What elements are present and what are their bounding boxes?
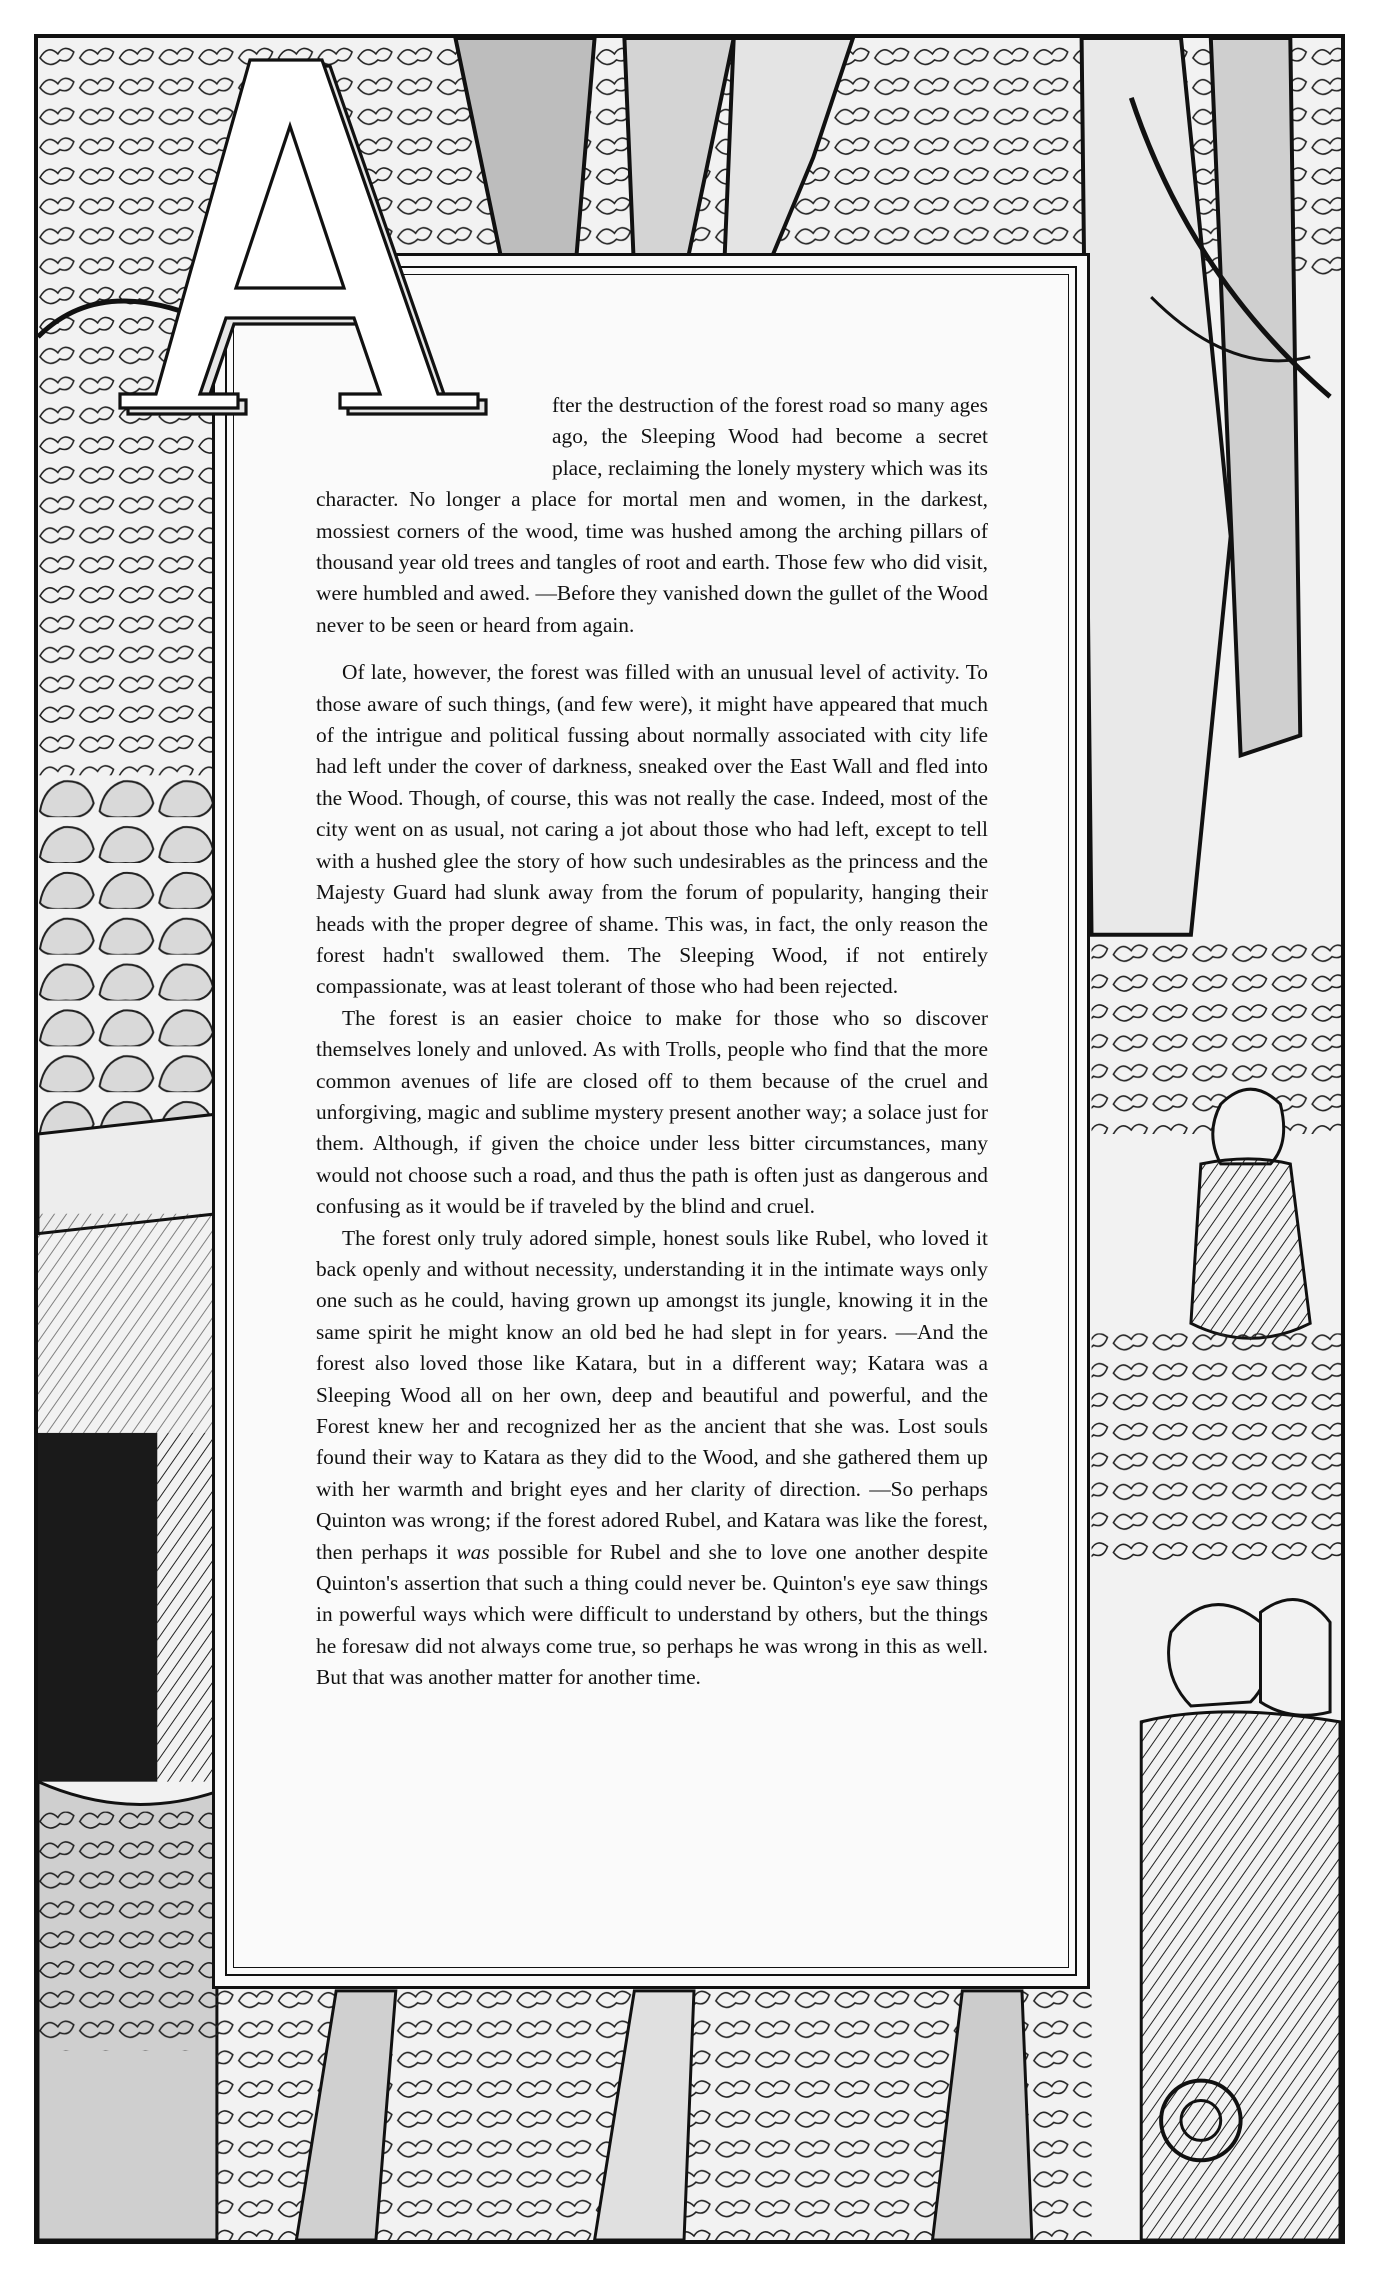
drop-cap <box>108 56 528 446</box>
story-text <box>316 390 988 1694</box>
paragraph-3: The forest is an easier choice to make for those who so discover themselves lonely and unloved. As with Trolls, people who find that the more common avenues of life are closed off to them because of the cruel and unforgiving, magic and sublime mystery present another way; a solace just for them. Although, if given the choice under less bitter circumstances, many would not choose such a road, and thus the path is often just as dangerous and confusing as it would be if traveled by the blind and cruel. <box>316 1005 988 1219</box>
paragraph-4: The forest only truly adored simple, honest souls like Rubel, who loved it back openly and without necessity, understanding it in the intimate ways only one such as he could, having grown up amongst its jungle, knowing it in the same spirit he might know an old bed he had slept in for years. —And the forest also loved those like Katara, but in a different way; Katara was a Sleeping Wood all on her own, deep and beautiful and powerful, and the Forest knew her and recognized her as the ancient that she was. Lost souls found their way to Katara as they did to the Wood, and she gathered them up with her warmth and bright eyes and her clarity of direction. —So perhaps Quinton was wrong; if the forest adored Rubel, and Katara was like the forest, then perhaps it was possible for Rubel and she to love one another despite Quinton's assertion that such a thing could never be. Quinton's eye saw things in powerful ways which were difficult to understand by others, but the things he foresaw did not always come true, so perhaps he was wrong in this as well. But that was another matter for another time. <box>316 1225 989 1690</box>
paragraph-2: Of late, however, the forest was filled with an unusual level of activity. To those aware of such things, (and few were), it might have appeared that much of the intrigue and political fussing about normally associated with city life had left under the cover of darkness, sneaked over the East Wall and fled into the Wood. Though, of course, this was not really the case. Indeed, most of the city went on as usual, not caring a jot about those who had left, except to tell with a hushed glee the story of how such undesirables as the princess and the Majesty Guard had slunk away from the forum of popularity, hanging their heads with the proper degree of shame. This was, in fact, the only reason the forest hadn't swallowed them. The Sleeping Wood, if not entirely compassionate, was at least tolerant of those who had been rejected. <box>316 660 988 999</box>
emphasis: was <box>456 1539 490 1564</box>
paragraph-1: fter the destruction of the forest road so many ages ago, the Sleeping Wood had become a secret place, reclaiming the lonely mystery which was its character. No longer a place for mortal men and women, in the darkest, mossiest corners of the wood, time was hushed among the arching pillars of thousand year old trees and tangles of root and earth. Those few who did visit, were humbled and awed. —Before they vanished down the gullet of the Wood never to be seen or heard from again. <box>316 390 988 641</box>
drop-cap-space <box>316 390 552 484</box>
